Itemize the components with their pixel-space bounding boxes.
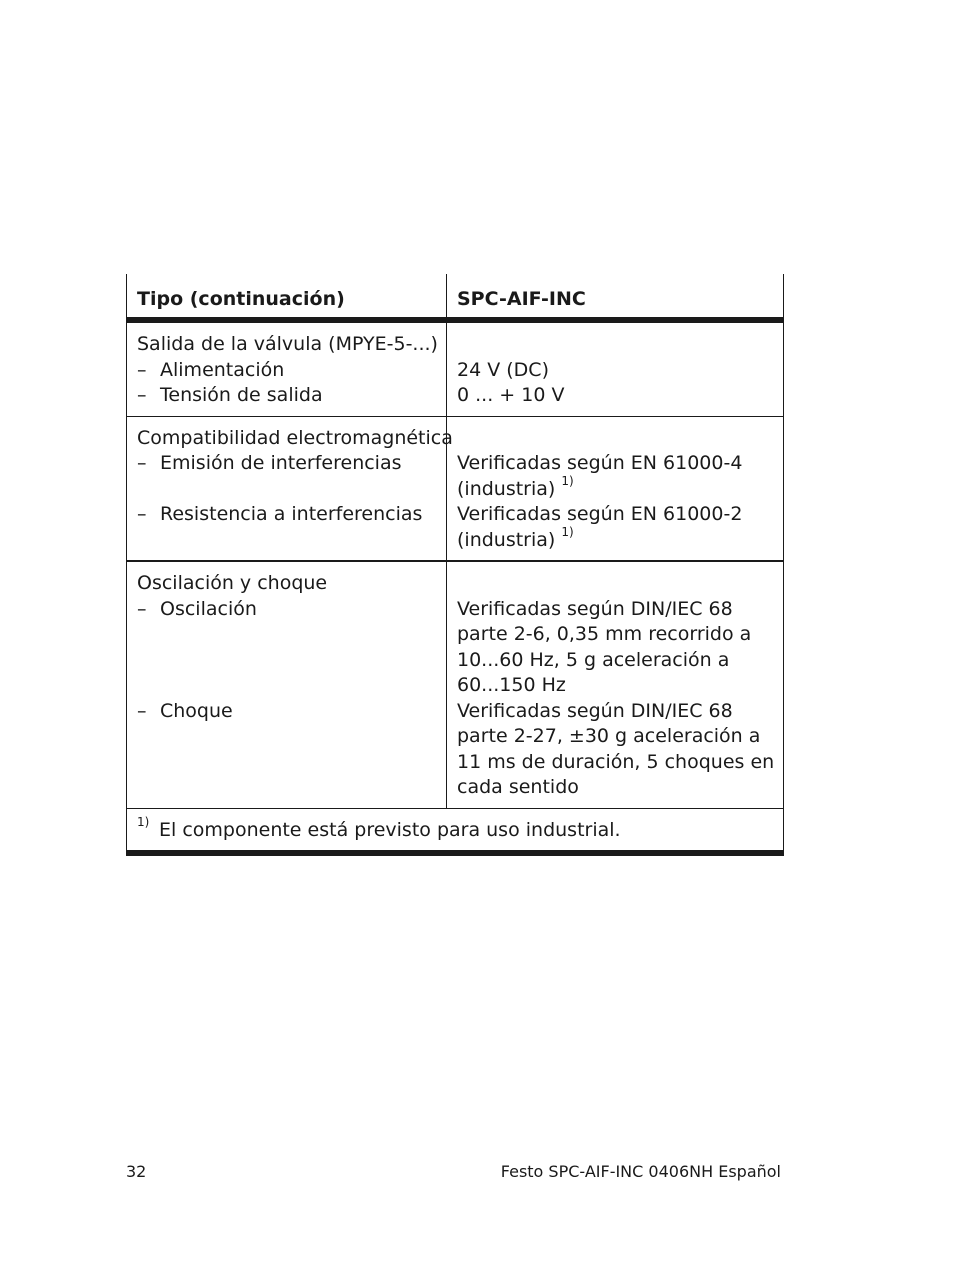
document-id: Festo SPC-AIF-INC 0406NH Español (500, 1162, 781, 1181)
table-row-vibration-shock (127, 561, 784, 808)
vibration-title: Oscilación y choque (137, 572, 328, 594)
emc-emission-label: Emisión de interferencias (160, 452, 402, 474)
valve-supply-value: 24 V (DC) (457, 358, 549, 381)
table-row-emc (127, 416, 784, 561)
vibration-value-line: 60...150 Hz (457, 674, 566, 696)
page-number: 32 (126, 1162, 147, 1181)
dash: – (137, 452, 147, 474)
valve-output-voltage-value: 0 ... + 10 V (457, 384, 565, 406)
emc-values (447, 416, 784, 561)
table-footnote-row (127, 808, 784, 853)
emc-immunity-value: Verificadas según EN 61000-2 (457, 503, 743, 525)
table-header-row (127, 274, 784, 320)
table-footnote: $^{1)}$ El componente está previsto para uso industrial. (127, 808, 784, 853)
vibration-labels (127, 561, 447, 808)
emc-emission-value-cont: (industria) (457, 477, 556, 500)
footnote-ref: 1) (561, 474, 574, 489)
emc-immunity-label: Resistencia a interferencias (160, 503, 423, 525)
footnote-ref: 1) (561, 525, 574, 540)
dash: – (137, 358, 147, 381)
vibration-value-line: parte 2-6, 0,35 mm recorrido a (457, 623, 752, 645)
shock-label: Choque (160, 699, 233, 722)
emc-labels (127, 416, 453, 561)
emc-emission-value: Verificadas según EN 61000-4 (457, 452, 743, 474)
shock-value-line: 11 ms de duración, 5 choques en (457, 750, 775, 773)
header-model-label: SPC-AIF-INC (447, 274, 784, 320)
shock-value-line: cada sentido (457, 776, 579, 798)
emc-title: Compatibilidad electromagnética (137, 426, 453, 449)
spec-table (126, 274, 784, 856)
shock-value-line: parte 2-27, ±30 g aceleración a (457, 725, 761, 747)
vibration-values (447, 561, 784, 808)
valve-supply-label: Alimentación (160, 358, 285, 381)
table-row-valve-output (127, 320, 784, 416)
vibration-value-line: 10...60 Hz, 5 g aceleración a (457, 648, 730, 671)
dash: – (137, 597, 147, 620)
valve-output-labels (127, 320, 447, 416)
dash: – (137, 699, 147, 722)
vibration-value-line: Verificadas según DIN/IEC 68 (457, 597, 733, 620)
valve-output-voltage-label: Tensión de salida (160, 384, 323, 406)
valve-output-title: Salida de la válvula (MPYE-5-...) (137, 333, 438, 355)
valve-output-values (447, 320, 784, 416)
dash: – (137, 503, 147, 525)
shock-value-line: Verificadas según DIN/IEC 68 (457, 699, 733, 722)
header-type-label: Tipo (continuación) (127, 274, 447, 320)
footnote-text: El componente está previsto para uso industrial. (159, 818, 621, 841)
dash: – (137, 384, 147, 406)
emc-immunity-value-cont: (industria) (457, 528, 556, 551)
vibration-label: Oscilación (160, 597, 257, 620)
